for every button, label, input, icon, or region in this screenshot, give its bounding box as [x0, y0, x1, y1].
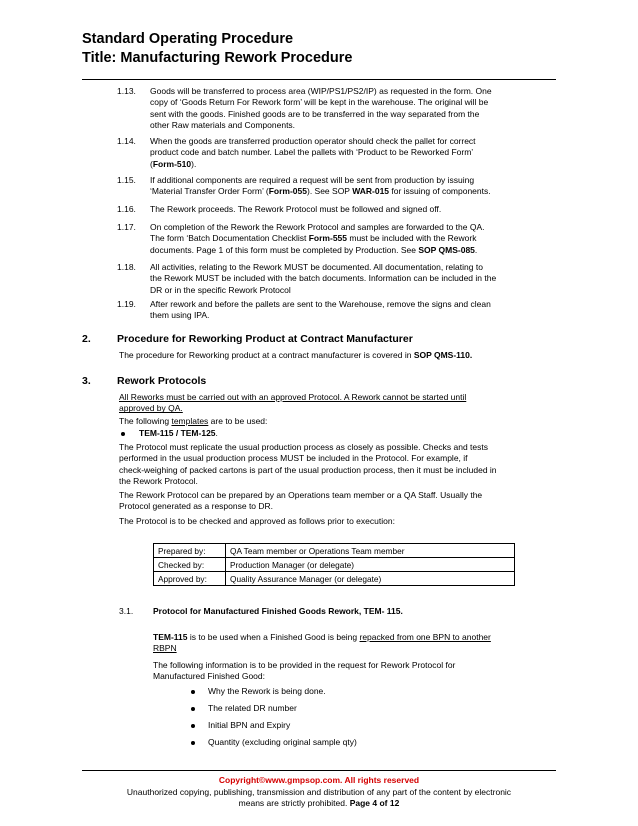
- step-text: The Rework proceeds. The Rework Protocol must be followed and signed off.: [150, 204, 442, 214]
- bullet-icon: [191, 707, 195, 711]
- step-text: If additional components are required a request will be sent from production by issuing ‘Material Transfer Order Form’ (Form-055). See SOP WAR-015 for issuing of components.: [150, 175, 491, 197]
- bullet-icon: [121, 432, 125, 436]
- approval-paragraph: The Protocol is to be checked and approved as follows prior to execution:: [119, 516, 395, 526]
- subsection-text: TEM-115 is to be used when a Finished Good is being repacked from one BPN to another RBPN: [153, 632, 491, 654]
- templates-line: The following templates are to be used:: [119, 416, 268, 426]
- form-ref: Form-055: [268, 186, 307, 197]
- section-number: 2.: [82, 333, 91, 345]
- form-ref: Form-555: [308, 233, 347, 244]
- step-text: On completion of the Rework the Rework Protocol and samples are forwarded to the QA. The form ‘Batch Documentation Checklist Form-555 must be included with the Rework documents. Page 1 of this form must be completed by Production. See SOP QMS-085.: [150, 222, 485, 255]
- section-text: The procedure for Reworking product at a contract manufacturer is covered in SOP QMS-110.: [119, 350, 473, 360]
- table-cell-role: Checked by:: [154, 558, 226, 572]
- bullet-icon: [191, 741, 195, 745]
- subsection-number: 3.1.: [119, 606, 134, 616]
- table-cell-role: Approved by:: [154, 572, 226, 586]
- step-number: 1.15.: [117, 175, 136, 185]
- table-row: [154, 572, 515, 586]
- section-number: 3.: [82, 375, 91, 387]
- section-title: Procedure for Reworking Product at Contract Manufacturer: [117, 333, 413, 345]
- protocol-paragraph: The Protocol must replicate the usual production process as closely as possible. Checks and tests performed in the usual production process MUST be included in the Protocol. For example, if check-weighing of packed cartons is part of the usual production process, then it must be included in the Rework Protocol.: [119, 442, 497, 487]
- footer-rule: [82, 770, 556, 771]
- step-text: After rework and before the pallets are sent to the Warehouse, remove the signs and clean them using IPA.: [150, 299, 491, 321]
- table-row: [154, 544, 515, 558]
- step-number: 1.18.: [117, 262, 136, 272]
- preparation-paragraph: The Rework Protocol can be prepared by an Operations team member or a QA Staff. Usually the Protocol generated as a response to DR.: [119, 490, 483, 512]
- step-number: 1.19.: [117, 299, 136, 309]
- table-cell-role: Prepared by:: [154, 544, 226, 558]
- step-number: 1.13.: [117, 86, 136, 96]
- document-header: [82, 30, 352, 68]
- list-item: The related DR number: [208, 703, 297, 713]
- table-cell-person: Quality Assurance Manager (or delegate): [226, 572, 515, 586]
- info-paragraph: The following information is to be provided in the request for Rework Protocol for Manufactured Finished Good:: [153, 660, 456, 682]
- step-text: All activities, relating to the Rework MUST be documented. All documentation, relating to the Rework MUST be included with the batch documents. Information can be included in the DR or in the specific Rework Protocol: [150, 262, 497, 295]
- step-number: 1.17.: [117, 222, 136, 232]
- sop-ref: SOP QMS-085: [418, 244, 475, 255]
- header-rule: [82, 79, 556, 80]
- list-item: Quantity (excluding original sample qty): [208, 737, 357, 747]
- step-text: When the goods are transferred production operator should check the pallet for correct product code and batch number. Label the pallets with ‘Product to be Reworked Form’ (Form-510).: [150, 136, 476, 169]
- section-intro: All Reworks must be carried out with an approved Protocol. A Rework cannot be started until approved by QA.: [119, 392, 467, 414]
- header-procedure-title: Title: Manufacturing Rework Procedure: [82, 50, 353, 66]
- table-row: [154, 558, 515, 572]
- page-number: Page 4 of 12: [349, 798, 400, 808]
- bullet-icon: [191, 690, 195, 694]
- bullet-icon: [191, 724, 195, 728]
- form-ref: Form-510: [152, 158, 192, 169]
- subsection-title: Protocol for Manufactured Finished Goods Rework, TEM- 115.: [153, 606, 403, 616]
- table-cell-person: QA Team member or Operations Team member: [226, 544, 515, 558]
- step-text: Goods will be transferred to process area (WIP/PS1/PS2/IP) as requested in the form. One copy of ‘Goods Return For Rework form’ will be kept in the warehouse. The original will be sent with the goods. Finished goods are to be transferred in the way separated from the other Raw materials and Components.: [150, 86, 492, 131]
- list-item: Initial BPN and Expiry: [208, 720, 291, 730]
- header-sop-title: Standard Operating Procedure: [82, 31, 294, 47]
- sop-ref: SOP QMS-110.: [413, 350, 473, 360]
- list-item: Why the Rework is being done.: [208, 686, 326, 696]
- footer-notice: Unauthorized copying, publishing, transmission and distribution of any part of the content by electronic means are strictly prohibited. Page 4 of 12: [126, 787, 512, 808]
- step-number: 1.16.: [117, 204, 136, 214]
- footer-copyright: Copyright©www.gmpsop.com. All rights reserved: [218, 775, 420, 785]
- approval-table: [153, 543, 515, 586]
- section-title: Rework Protocols: [117, 375, 207, 387]
- table-cell-person: Production Manager (or delegate): [226, 558, 515, 572]
- template-bullet: TEM-115 / TEM-125.: [139, 428, 218, 438]
- step-number: 1.14.: [117, 136, 136, 146]
- sop-ref: WAR-015: [352, 186, 390, 197]
